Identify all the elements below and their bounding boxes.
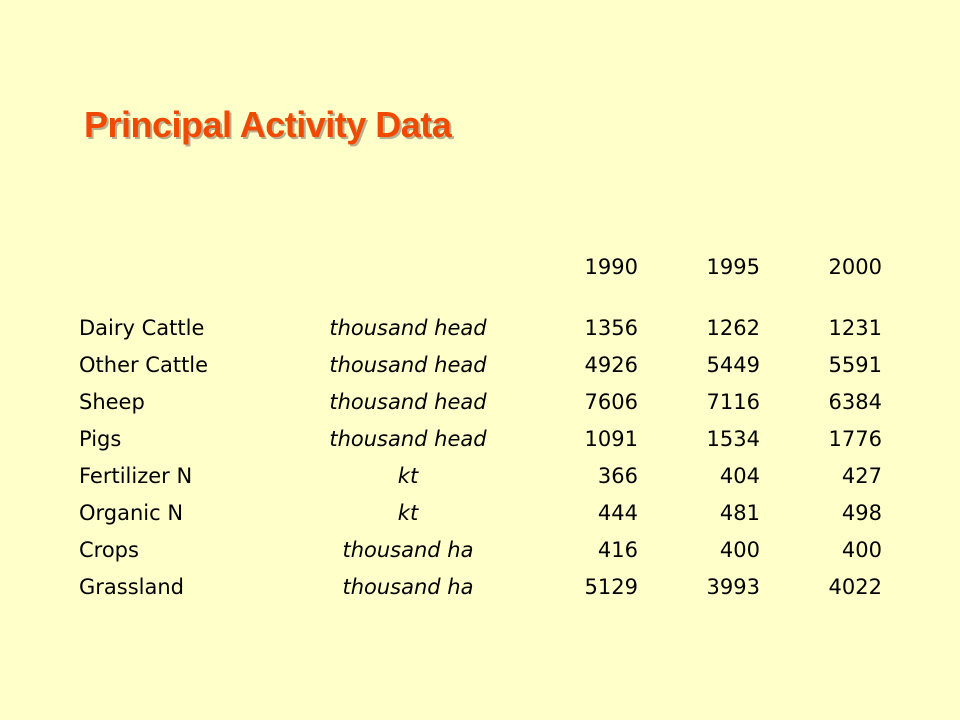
value-2000: 1231	[828, 316, 882, 340]
value-1990: 7606	[584, 390, 638, 414]
value-2000: 5591	[828, 353, 882, 377]
year-header-1990: 1990	[584, 255, 638, 279]
row-label: Sheep	[79, 390, 145, 414]
value-1995: 3993	[706, 575, 760, 599]
row-label: Pigs	[79, 427, 122, 451]
value-1990: 444	[597, 501, 638, 525]
row-unit: thousand head	[329, 427, 487, 451]
row-label: Other Cattle	[79, 353, 209, 377]
value-1990: 1091	[584, 427, 638, 451]
year-header-1995: 1995	[706, 255, 760, 279]
value-1990: 416	[597, 538, 638, 562]
row-label: Organic N	[79, 501, 184, 525]
value-2000: 6384	[828, 390, 882, 414]
value-1995: 400	[719, 538, 760, 562]
row-label: Crops	[79, 538, 139, 562]
value-1990: 5129	[584, 575, 638, 599]
row-unit: thousand ha	[342, 538, 474, 562]
value-1990: 366	[597, 464, 638, 488]
slide-title: Principal Activity Data	[84, 104, 452, 145]
row-label: Fertilizer N	[79, 464, 193, 488]
value-1995: 1262	[706, 316, 760, 340]
value-1995: 1534	[706, 427, 760, 451]
value-2000: 498	[841, 501, 882, 525]
row-unit: thousand head	[329, 316, 487, 340]
row-unit: kt	[397, 501, 419, 525]
value-1990: 4926	[584, 353, 638, 377]
value-1990: 1356	[584, 316, 638, 340]
year-header-2000: 2000	[828, 255, 882, 279]
value-1995: 404	[719, 464, 760, 488]
value-2000: 400	[841, 538, 882, 562]
value-1995: 481	[719, 501, 760, 525]
row-unit: kt	[397, 464, 419, 488]
value-2000: 1776	[828, 427, 882, 451]
row-label: Dairy Cattle	[79, 316, 205, 340]
row-unit: thousand head	[329, 390, 487, 414]
row-label: Grassland	[79, 575, 184, 599]
value-1995: 5449	[706, 353, 760, 377]
value-1995: 7116	[706, 390, 760, 414]
value-2000: 4022	[828, 575, 882, 599]
value-2000: 427	[841, 464, 882, 488]
row-unit: thousand head	[329, 353, 487, 377]
row-unit: thousand ha	[342, 575, 474, 599]
